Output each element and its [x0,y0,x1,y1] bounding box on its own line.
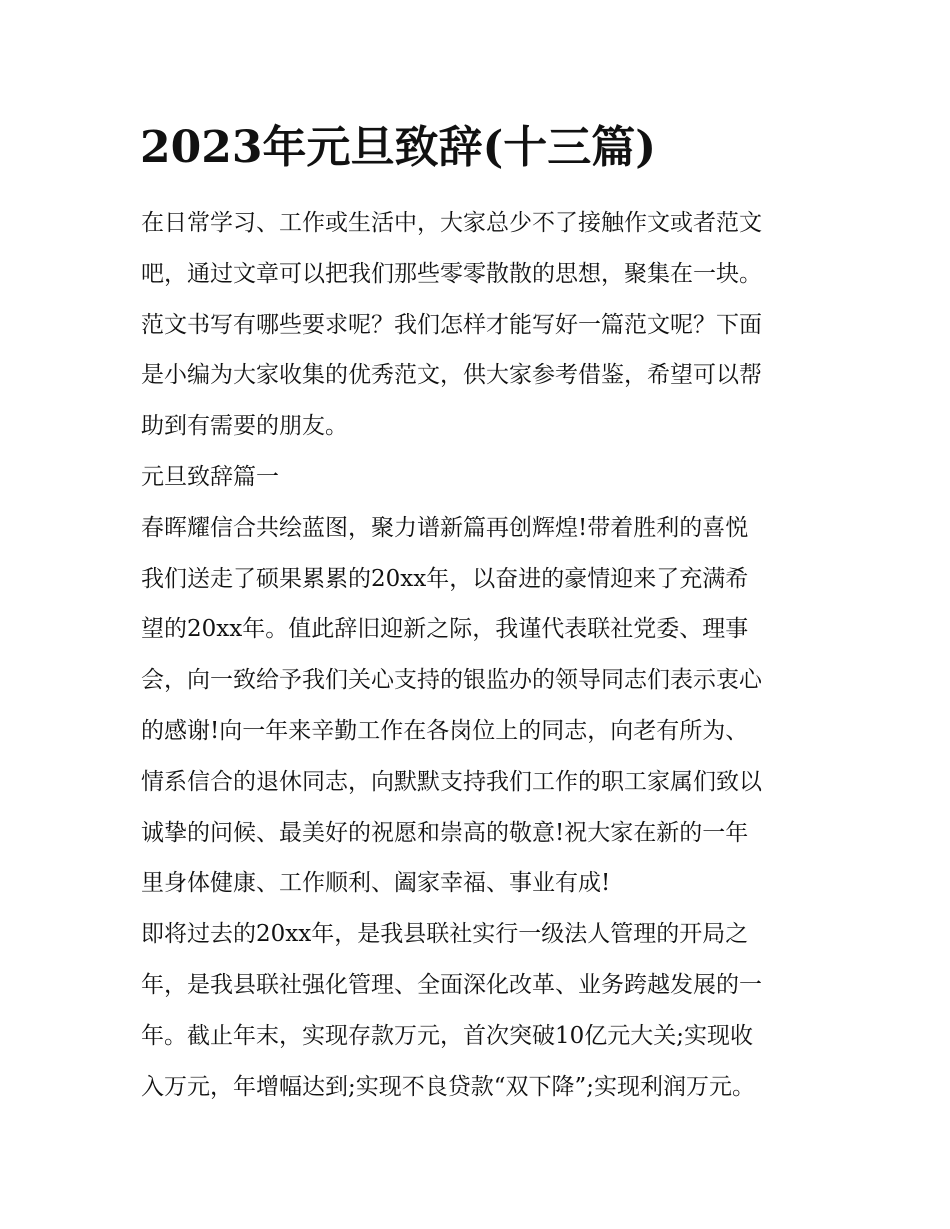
text-line: 是小编为大家收集的优秀范文，供大家参考借鉴，希望可以帮 [141,362,762,389]
document-body [141,198,821,1112]
text-line: 里身体健康、工作顺利、阖家幸福、事业有成! [141,870,611,897]
text-line: 春晖耀信合共绘蓝图，聚力谱新篇再创辉煌!带着胜利的喜悦 [141,514,749,541]
document-title: 2023年元旦致辞(十三篇) [140,122,657,173]
text-line: 入万元，年增幅达到;实现不良贷款“双下降”;实现利润万元。 [141,1073,756,1100]
paragraph-2 [141,909,821,1112]
text-line: 会，向一致给予我们关心支持的银监办的领导同志们表示衷心 [141,667,762,694]
section-heading: 元旦致辞篇一 [141,463,279,490]
text-line: 情系信合的退休同志，向默默支持我们工作的职工家属们致以 [141,768,762,795]
text-line: 吧，通过文章可以把我们那些零零散散的思想，聚集在一块。 [141,260,762,287]
text-line: 范文书写有哪些要求呢？我们怎样才能写好一篇范文呢？下面 [141,311,762,338]
text-line: 即将过去的20xx年，是我县联社实行一级法人管理的开局之 [141,921,749,948]
text-line: 年，是我县联社强化管理、全面深化改革、业务跨越发展的一 [141,971,762,998]
text-line: 年。截止年末，实现存款万元，首次突破10亿元大关;实现收 [141,1022,754,1049]
text-line: 诚挚的问候、最美好的祝愿和崇高的敬意!祝大家在新的一年 [141,819,749,846]
text-line: 望的20xx年。值此辞旧迎新之际，我谨代表联社党委、理事 [141,616,749,643]
paragraph-1 [141,503,821,909]
text-line: 的感谢!向一年来辛勤工作在各岗位上的同志，向老有所为、 [141,717,749,744]
text-line: 在日常学习、工作或生活中，大家总少不了接触作文或者范文 [141,210,762,236]
text-line: 助到有需要的朋友。 [141,413,348,440]
intro-paragraph [141,198,821,452]
text-line: 我们送走了硕果累累的20xx年，以奋进的豪情迎来了充满希 [141,565,749,592]
